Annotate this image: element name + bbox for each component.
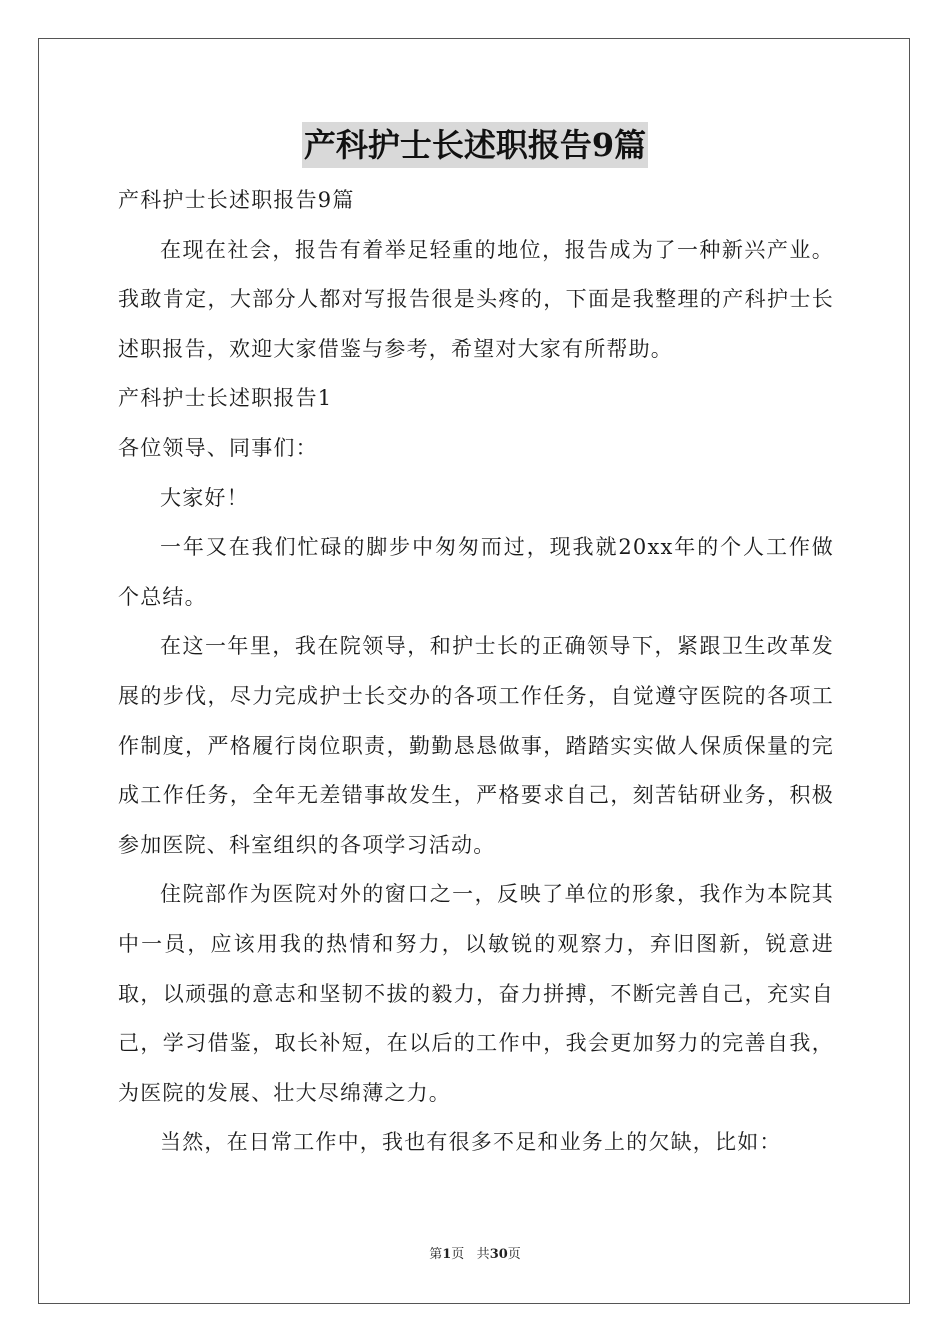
document-body — [118, 176, 834, 1168]
paragraph-subtitle: 产科护士长述职报告9篇 — [118, 188, 355, 212]
footer-total-prefix: 共 — [476, 1247, 490, 1262]
document-title: 产科护士长述职报告9篇 — [302, 122, 648, 168]
paragraph-intro: 在现在社会，报告有着举足轻重的地位，报告成为了一种新兴产业。我敢肯定，大部分人都对写报告很是头疼的，下面是我整理的产科护士长述职报告，欢迎大家借鉴与参考，希望对大家有所帮助。 — [118, 237, 834, 361]
paragraph-body: 一年又在我们忙碌的脚步中匆匆而过，现我就20xx年的个人工作做个总结。 — [118, 535, 834, 609]
page-footer — [0, 1246, 950, 1264]
footer-page-number: 1 — [442, 1247, 452, 1262]
paragraph-section-heading: 产科护士长述职报告1 — [118, 386, 333, 411]
paragraph-greeting: 大家好！ — [160, 485, 249, 510]
footer-page-suffix: 页 — [451, 1247, 465, 1262]
paragraph-body: 当然，在日常工作中，我也有很多不足和业务上的欠缺，比如： — [160, 1130, 782, 1155]
paragraph-body: 在这一年里，我在院领导，和护士长的正确领导下，紧跟卫生改革发展的步伐，尽力完成护士长交办的各项工作任务，自觉遵守医院的各项工作制度，严格履行岗位职责，勤勤恳恳做事，踏踏实实做人保质保量的完成工作任务，全年无差错事故发生，严格要求自己，刻苦钻研业务，积极参加医院、科室组织的各项学习活动。 — [118, 634, 834, 857]
footer-total-pages: 30 — [489, 1247, 508, 1262]
footer-total-suffix: 页 — [507, 1247, 521, 1262]
footer-page-prefix: 第 — [429, 1247, 443, 1262]
paragraph-body: 住院部作为医院对外的窗口之一，反映了单位的形象，我作为本院其中一员，应该用我的热情和努力，以敏锐的观察力，弃旧图新，锐意进取，以顽强的意志和坚韧不拔的毅力，奋力拼搏，不断完善自己，充实自己，学习借鉴，取长补短，在以后的工作中，我会更加努力的完善自我，为医院的发展、壮大尽绵薄之力。 — [118, 882, 834, 1105]
paragraph-salutation: 各位领导、同事们： — [118, 435, 318, 460]
title-container — [0, 122, 950, 168]
